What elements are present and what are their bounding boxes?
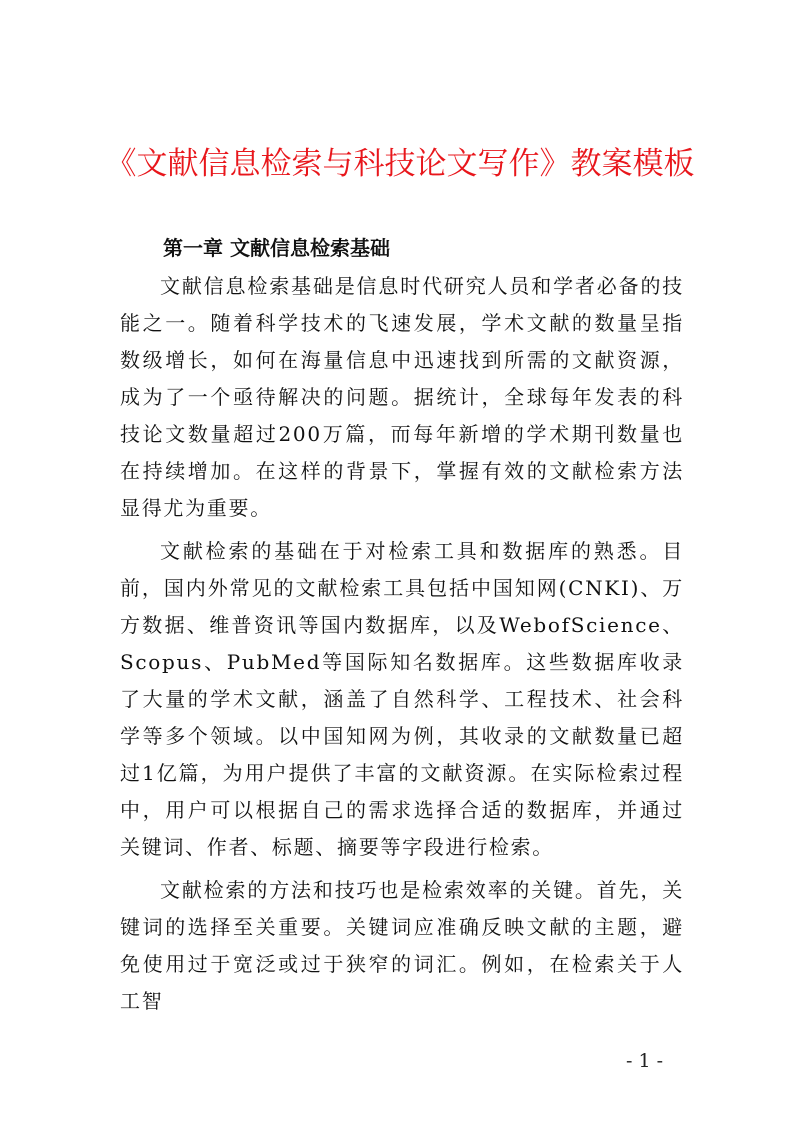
body-text bbox=[120, 268, 684, 1026]
chapter-heading: 第一章 文献信息检索基础 bbox=[163, 236, 390, 260]
paragraph: 文献检索的基础在于对检索工具和数据库的熟悉。目前，国内外常见的文献检索工具包括中国知网(CNKI)、万方数据、维普资讯等国内数据库，以及WebofScience、Scopus、PubMed等国际知名数据库。这些数据库收录了大量的学术文献，涵盖了自然科学、工程技术、社会科学等多个领域。以中国知网为例，其收录的文献数量已超过1亿篇，为用户提供了丰富的文献资源。在实际检索过程中，用户可以根据自己的需求选择合适的数据库，并通过关键词、作者、标题、摘要等字段进行检索。 bbox=[120, 539, 684, 859]
document-title: 《文献信息检索与科技论文写作》教案模板 bbox=[105, 146, 695, 182]
page-number: - 1 - bbox=[626, 1050, 664, 1072]
paragraph: 文献检索的方法和技巧也是检索效率的关键。首先，关键词的选择至关重要。关键词应准确反映文献的主题，避免使用过于宽泛或过于狭窄的词汇。例如，在检索关于人工智 bbox=[120, 878, 684, 1013]
paragraph: 文献信息检索基础是信息时代研究人员和学者必备的技能之一。随着科学技术的飞速发展，学术文献的数量呈指数级增长，如何在海量信息中迅速找到所需的文献资源，成为了一个亟待解决的问题。据统计，全球每年发表的科技论文数量超过200万篇，而每年新增的学术期刊数量也在持续增加。在这样的背景下，掌握有效的文献检索方法显得尤为重要。 bbox=[120, 274, 684, 520]
